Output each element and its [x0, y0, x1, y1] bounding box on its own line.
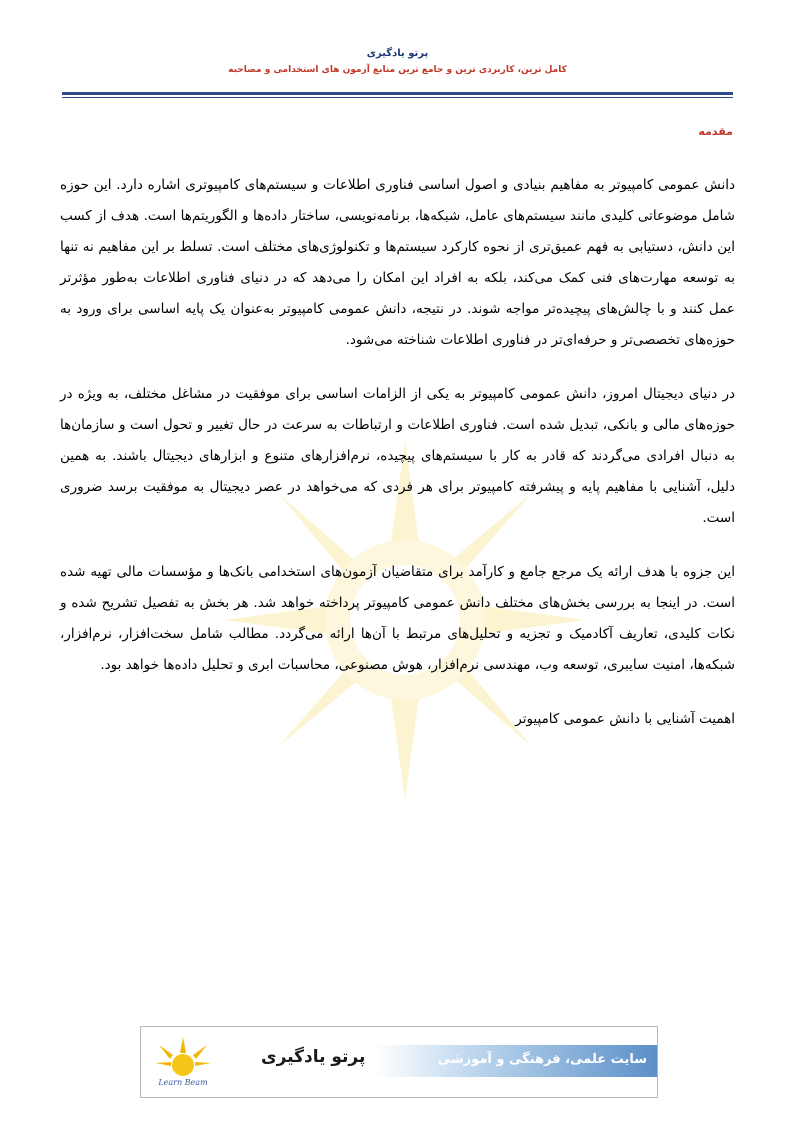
- section-heading: مقدمه: [698, 125, 733, 138]
- footer-brand-name: پرتو یادگیری: [261, 1047, 366, 1067]
- document-body: [60, 170, 735, 735]
- footer-slogan: سایت علمی، فرهنگی و آموزشی: [437, 1052, 647, 1067]
- header-title: پرتو یادگیری: [366, 48, 429, 59]
- header-subtitle: کامل ترین، کاربردی ترین و جامع ترین منابع آزمون های استخدامی و مصاحبه: [228, 65, 567, 75]
- footer-banner: [140, 1026, 658, 1098]
- paragraph-digital-world: در دنیای دیجیتال امروز، دانش عمومی کامپیوتر به یکی از الزامات اساسی برای موفقیت در مشاغل مختلف، به ویژه در حوزه‌های مالی و بانکی، تبدیل شده است. فناوری اطلاعات و ارتباطات به سرعت در حال تغییر و تحول است و سازمان‌ها به دنبال افرادی می‌گردند که قادر به کار با سیستم‌های پیچیده، نرم‌افزارهای متنوع و ابزارهای دیجیتال باشند. به همین دلیل، آشنایی با مفاهیم پایه و پیشرفته کامپیوتر برای هر فردی که می‌خواهد در عصر دیجیتال به موفقیت برسد ضروری است.: [60, 386, 735, 526]
- footer-logo-text: Learn Beam: [158, 1078, 208, 1087]
- header-divider-thin: [62, 97, 733, 98]
- sun-logo-icon: [153, 1035, 213, 1091]
- paragraph-booklet-purpose: این جزوه با هدف ارائه یک مرجع جامع و کارآمد برای متقاضیان آزمون‌های استخدامی بانک‌ها و مؤسسات مالی تهیه شده است. در اینجا به بررسی بخش‌های مختلف دانش عمومی کامپیوتر پرداخته خواهد شد. هر بخش به تفصیل تشریح شده و نکات کلیدی، تعاریف آکادمیک و تجزیه و تحلیل‌های مرتبط با آن‌ها ارائه می‌گردد. مطالب شامل سخت‌افزار، نرم‌افزار، شبکه‌ها، امنیت سایبری، توسعه وب، مهندسی نرم‌افزار، هوش مصنوعی، محاسبات ابری و تحلیل داده‌ها خواهد بود.: [60, 564, 735, 673]
- subsection-title: اهمیت آشنایی با دانش عمومی کامپیوتر: [515, 711, 735, 727]
- paragraph-intro: دانش عمومی کامپیوتر به مفاهیم بنیادی و اصول اساسی فناوری اطلاعات و سیستم‌های کامپیوتری اشاره دارد. این حوزه شامل موضوعاتی کلیدی مانند سیستم‌های عامل، شبکه‌ها، برنامه‌نویسی، ساختار داده‌ها و الگوریتم‌ها است. هدف از کسب این دانش، دستیابی به فهم عمیق‌تری از نحوه کارکرد سیستم‌ها و تکنولوژی‌های مختلف است. تسلط بر این مفاهیم نه تنها به توسعه مهارت‌های فنی کمک می‌کند، بلکه به افراد این امکان را می‌دهد که در دنیای فناوری اطلاعات به‌طور مؤثرتر عمل کنند و با چالش‌های پیچیده‌تر مواجه شوند. در نتیجه، دانش عمومی کامپیوتر به‌عنوان یک پایه اساسی برای ورود به حوزه‌های تخصصی‌تر و حرفه‌ای‌تر در فناوری اطلاعات شناخته می‌شود.: [60, 177, 735, 348]
- page-header: [60, 48, 735, 75]
- header-divider-thick: [62, 92, 733, 95]
